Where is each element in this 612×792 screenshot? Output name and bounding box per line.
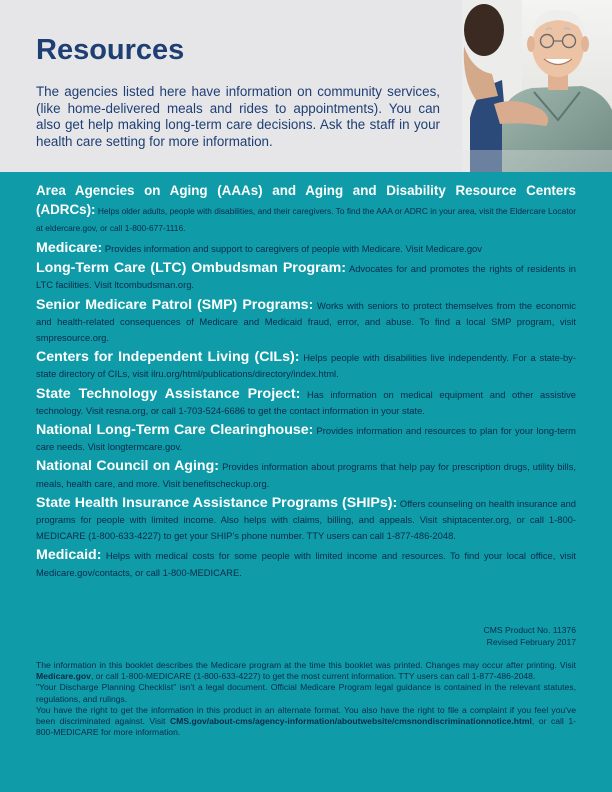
resource-name: National Long-Term Care Clearinghouse:	[36, 422, 314, 439]
resource-description: Helps older adults, people with disabilities, and their caregivers. To find the AAA or ADRC in your area, visit the Eldercare Locator at eldercare.gov, or call 1-800-677-1116.	[36, 206, 576, 233]
resource-item	[36, 240, 576, 257]
nondiscrimination-link[interactable]: CMS.gov/about-cms/agency-information/aboutwebsite/cmsnondiscriminationnotice.html	[169, 716, 532, 727]
rights-paragraph	[36, 705, 576, 739]
resource-name: Centers for Independent Living (CILs):	[36, 349, 300, 366]
rights-text: , or call 1-800-MEDICARE for more information.	[36, 716, 576, 738]
resource-name: State Health Insurance Assistance Programs (SHIPs):	[36, 494, 398, 511]
resource-name: Medicaid:	[36, 547, 102, 564]
resource-name: Senior Medicare Patrol (SMP) Programs:	[36, 296, 314, 313]
resource-description: Advocates for and promotes the rights of residents in LTC facilities. Visit ltcombudsman.org.	[36, 263, 576, 291]
header-section	[0, 0, 612, 172]
resource-description: Provides information and support to caregivers of people with Medicare. Visit Medicare.gov	[102, 243, 482, 254]
rights-text: You have the right to get the information in this product in an alternate format. You also have the right to file a complaint if you feel you've been discriminated against. Visit	[36, 704, 576, 727]
medicare-link[interactable]: Medicare.gov	[36, 671, 91, 682]
resource-description: Helps people with disabilities live independently. For a state-by-state directory of CILs, visit ilru.org/html/publications/directory/index.html.	[36, 352, 576, 380]
resource-name: Area Agencies on Aging (AAAs) and Aging and Disability Resource Centers (ADRCs):	[36, 183, 576, 217]
disclaimer-paragraph	[36, 660, 576, 682]
legal-notice-paragraph: "Your Discharge Planning Checklist" isn't a legal document. Official Medicare Program legal guidance is contained in the relevant statutes, regulations, and rulings.	[36, 682, 576, 704]
resource-description: Provides information about programs that help pay for prescription drugs, utility bills, meals, health care, and more. Visit benefitscheckup.org.	[36, 461, 576, 489]
resource-item	[36, 547, 576, 580]
resource-item	[36, 182, 576, 237]
resource-item	[36, 260, 576, 293]
resource-item	[36, 349, 576, 382]
disclaimer-text: The information in this booklet describes the Medicare program at the time this booklet was printed. Changes may occur after printing. Visit	[36, 660, 576, 670]
resource-list	[36, 182, 576, 584]
resource-name: State Technology Assistance Project:	[36, 385, 301, 402]
caregiver-photo	[462, 0, 612, 172]
resource-description: Has information on medical equipment and other assistive technology. Visit resna.org, or call 1-703-524-6686 to get the contact information in your state.	[36, 388, 576, 416]
resource-description: Provides information and resources to plan for your long-term care needs. Visit longtermcare.gov.	[36, 425, 576, 453]
resource-name: Medicare:	[36, 240, 103, 256]
resource-item	[36, 495, 576, 545]
revision-date: Revised February 2017	[486, 637, 576, 647]
resource-description: Works with seniors to protect themselves from the economic and health-related consequences of Medicare and Medicaid fraud, error, and abuse. To find a local SMP program, visit smpresource.org.	[36, 299, 576, 344]
resource-name: National Council on Aging:	[36, 458, 219, 475]
resource-item	[36, 422, 576, 455]
resource-description: Offers counseling on health insurance and programs for people with limited income. Also helps with claims, billing, and appeals. Visit shiptacenter.org, or call 1-800-MEDICARE (1-800-633-4227) to get your SHIP's phone number. TTY users can call 1-877-486-2048.	[36, 497, 576, 542]
resource-item	[36, 297, 576, 347]
resource-name: Long-Term Care (LTC) Ombudsman Program:	[36, 260, 346, 277]
product-number: CMS Product No. 11376	[483, 625, 576, 635]
resources-section	[0, 172, 612, 792]
product-info	[483, 624, 576, 648]
resource-description: Helps with medical costs for some people with limited income and resources. To find your local office, visit Medicare.gov/contacts, or call 1-800-MEDICARE.	[36, 550, 576, 578]
legal-footer	[36, 660, 576, 738]
page-title: Resources	[36, 34, 185, 66]
disclaimer-text: , or call 1-800-MEDICARE (1-800-633-4227) to get the most current information. TTY users can call 1-877-486-2048.	[90, 671, 536, 682]
intro-paragraph: The agencies listed here have information on community services, (like home-delivered meals and rides to appointments). You can also get help making long-term care decisions. Ask the staff in your health care setting for more information.	[36, 84, 440, 149]
resource-item	[36, 386, 576, 419]
resource-item	[36, 458, 576, 491]
